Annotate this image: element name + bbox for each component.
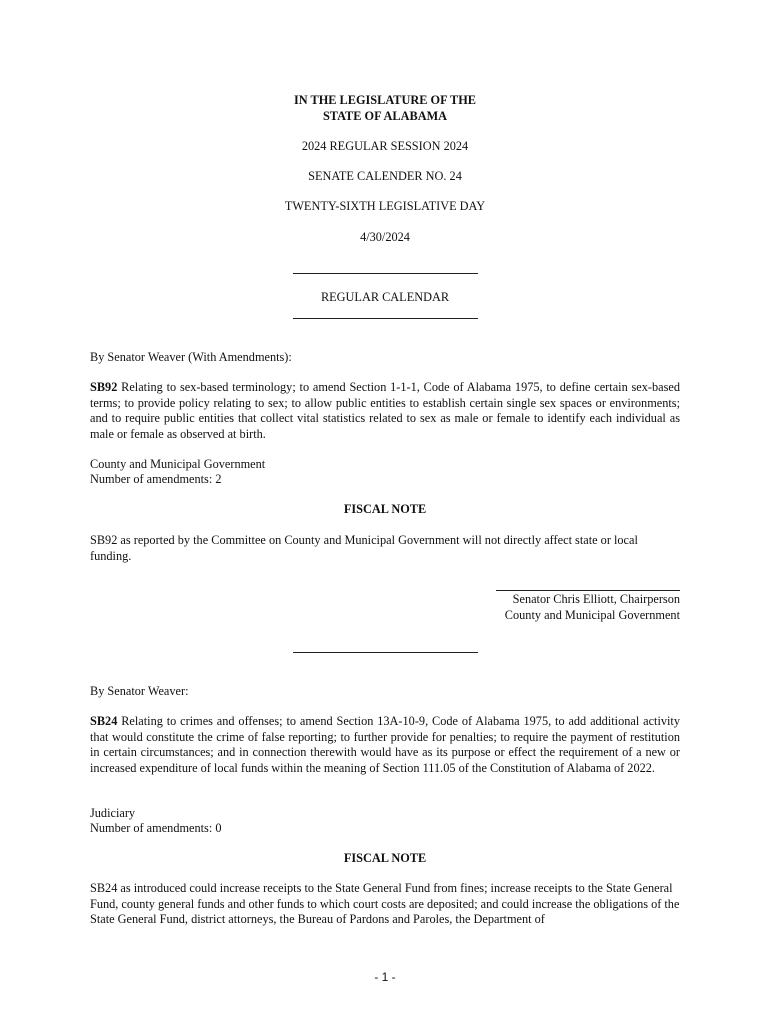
fiscal-note-text: SB92 as reported by the Committee on County and Municipal Government will not directly affect state or local funding.	[90, 533, 638, 563]
bill-description: Relating to crimes and offenses; to amend Section 13A-10-9, Code of Alabama 1975, to add additional activity that would constitute the crime of false reporting; to further provide for penalties; to require the payment of restitution in certain circumstances; and in connection therewith would have as its purpose or effect the requirement of a new or increased expenditure of local funds within the meaning of Section 111.05 of the Constitution of Alabama of 2022.	[90, 714, 680, 775]
bill-committee: County and Municipal Government	[90, 457, 266, 471]
divider	[293, 652, 478, 653]
bill-committee: Judiciary	[90, 806, 136, 820]
bill-description: Relating to sex-based terminology; to amend Section 1-1-1, Code of Alabama 1975, to define certain sex-based terms; to provide policy relating to sex; to allow public entities to establish certain single sex spaces or environments; and to require public entities that collect vital statistics related to sex as male or female to identify each individual as male or female as observed at birth.	[90, 380, 680, 441]
signer-name: Senator Chris Elliott, Chairperson	[512, 592, 680, 606]
divider	[293, 318, 478, 319]
bill-sponsor: By Senator Weaver:	[90, 684, 189, 698]
divider	[293, 273, 478, 274]
calendar-date: 4/30/2024	[360, 230, 410, 244]
calendar-title: REGULAR CALENDAR	[320, 290, 450, 304]
bill-description-paragraph	[90, 380, 680, 442]
bill-number: SB92	[90, 380, 118, 394]
fiscal-note-heading: FISCAL NOTE	[343, 851, 427, 865]
header-line-1: IN THE LEGISLATURE OF THE	[293, 93, 476, 107]
bill-sponsor: By Senator Weaver (With Amendments):	[90, 350, 292, 364]
header-line-2: STATE OF ALABAMA	[322, 109, 448, 123]
fiscal-note-text: SB24 as introduced could increase receipts to the State General Fund from fines; increase receipts to the State General Fund, county general funds and other funds to which court costs are deposited; and could increase the obligations of the State General Fund, district attorneys, the Bureau of Pardons and Paroles, the Department of	[90, 881, 680, 926]
signature-line	[496, 590, 680, 591]
legislative-day: TWENTY-SIXTH LEGISLATIVE DAY	[284, 199, 486, 213]
bill-number: SB24	[90, 714, 118, 728]
signer-committee: County and Municipal Government	[504, 608, 680, 622]
page-number: - 1 -	[374, 970, 396, 984]
calendar-number: SENATE CALENDER NO. 24	[308, 169, 462, 183]
fiscal-note-heading: FISCAL NOTE	[343, 502, 427, 516]
session-title: 2024 REGULAR SESSION 2024	[301, 139, 469, 153]
bill-amendments: Number of amendments: 0	[90, 821, 222, 835]
bill-amendments: Number of amendments: 2	[90, 472, 222, 486]
bill-description-paragraph	[90, 714, 680, 776]
